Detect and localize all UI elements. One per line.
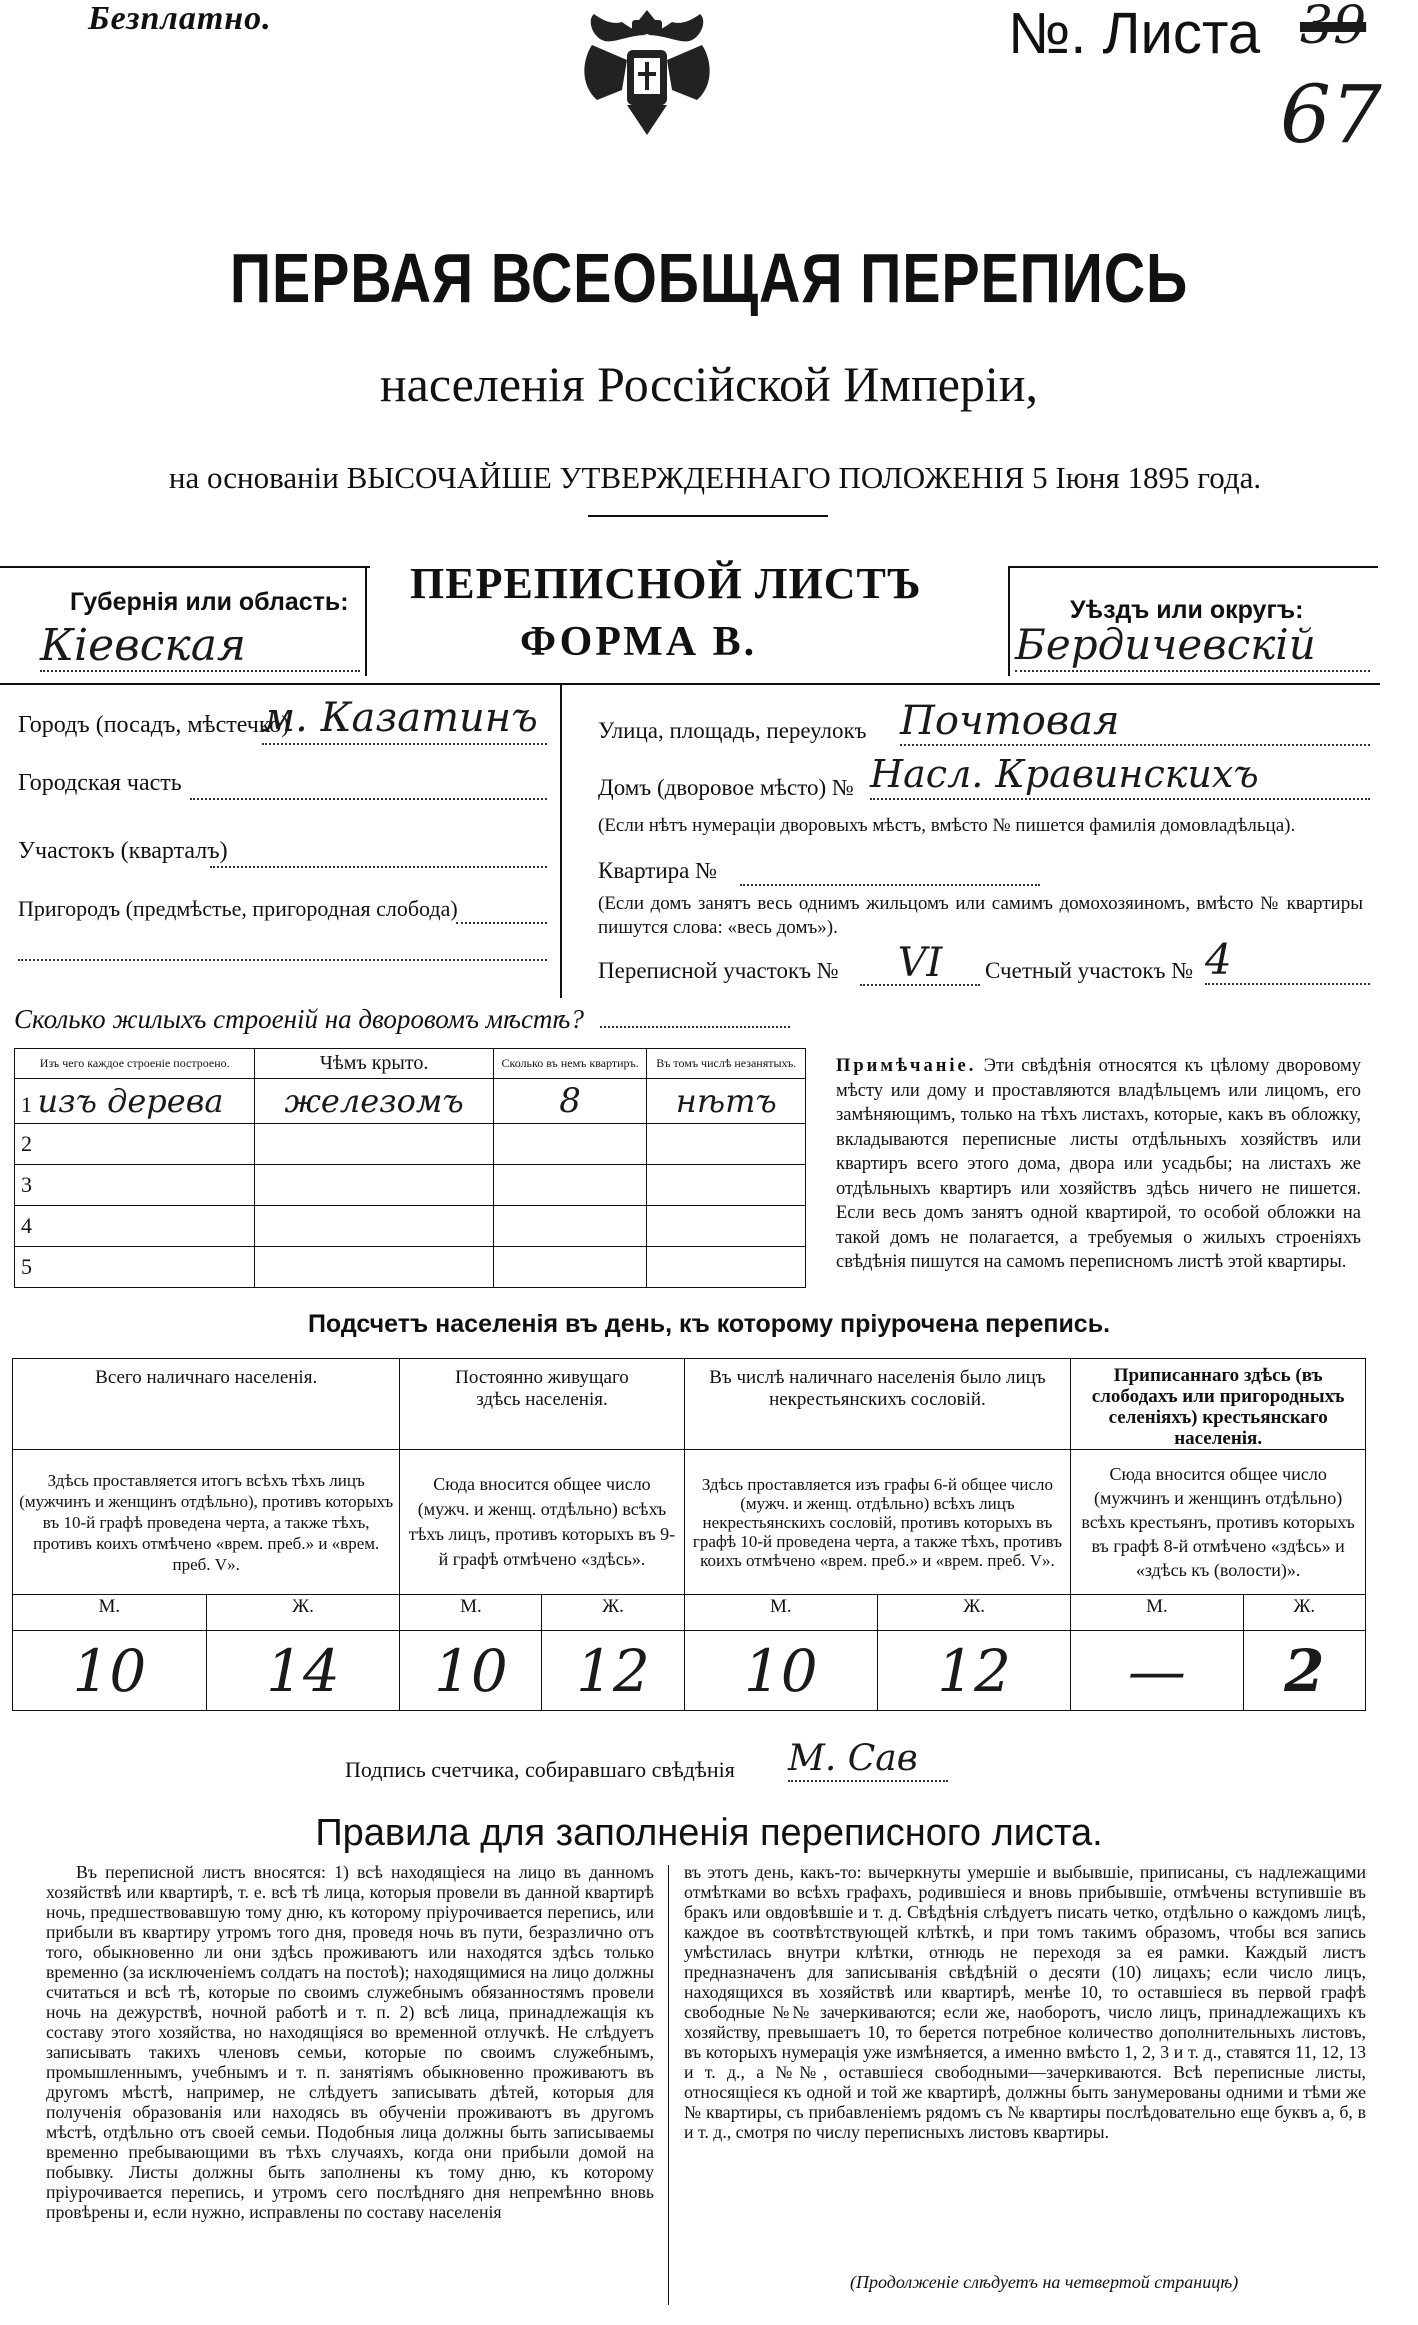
table-row [15, 1124, 806, 1165]
rules-continued: (Продолженіе слѣдуетъ на четвертой страницѣ) [850, 2272, 1239, 2292]
street-label: Улица, площадь, переулокъ [598, 718, 867, 743]
form-title: ПЕРЕПИСНОЙ ЛИСТЪ [410, 559, 922, 608]
peasant-male[interactable]: — [1071, 1631, 1243, 1711]
buildings-note [836, 1054, 1361, 1275]
pop-header-permanent: Постоянно живущаго здѣсь населенія. [400, 1359, 684, 1450]
pop-desc-nonpeasant: Здѣсь проставляется изъ графы 6-й общее число (мужч. и женщ. отдѣльно) всѣхъ лицъ некрестьянскихъ сословій, противъ которыхъ въ графѣ 10-й проведена черта, а также тѣхъ, противъ коихъ отмѣчено «врем. преб.» и «врем. преб. V». [684, 1450, 1071, 1595]
table-row [15, 1079, 806, 1124]
uezd-label: Уѣздъ или округъ: [1070, 596, 1304, 624]
row-number: 2 [15, 1124, 255, 1165]
note-text: Эти свѣдѣнія относятся къ цѣлому дворовому мѣсту или дому и проставляются владѣльцемъ или лицомъ, его замѣняющимъ, только на тѣхъ листахъ, которые, какъ въ обложку, вкладываются переписные листы отдѣльныхъ хозяйствъ или квартиръ всего этого дома, двора или усадьбы; на листахъ же отдѣльныхъ квартиръ или хозяйствъ здѣсь ничего не пишется. Если весь домъ занятъ одной квартирой, то особой обложки на такой домъ не полагается, а требуемыя о жилыхъ строеніяхъ свѣдѣнія пишутся на самомъ переписномъ листѣ этой квартиры. [836, 1056, 1361, 1272]
building-apartments[interactable]: 8 [493, 1079, 647, 1124]
population-table [12, 1358, 1366, 1711]
suburb-label: Пригородъ (предмѣстье, пригородная слобода) [18, 896, 458, 921]
coat-of-arms-icon [572, 0, 722, 150]
sheet-number-handwritten: 67 [1280, 68, 1382, 161]
guberniya-label: Губернія или область: [70, 588, 349, 616]
row-number: 4 [15, 1206, 255, 1247]
pop-header-peasant: Приписаннаго здѣсь (въ слободахъ или пригородныхъ селеніяхъ) крестьянскаго населенія. [1071, 1359, 1366, 1450]
form-subtitle: ФОРМА В. [520, 619, 758, 665]
census-district-label: Переписной участокъ № [598, 958, 839, 983]
house-note: (Если нѣтъ нумераціи дворовыхъ мѣстъ, вмѣсто № пишется фамилія домовладѣльца). [598, 815, 1296, 836]
house-label: Домъ (дворовое мѣсто) № [598, 775, 854, 800]
f-label: Ж. [542, 1595, 684, 1631]
city-value[interactable]: м. Казатинъ [262, 695, 547, 745]
page-title: ПЕРВАЯ ВСЕОБЩАЯ ПЕРЕПИСЬ [229, 239, 1189, 317]
nonpeasant-male[interactable]: 10 [684, 1631, 877, 1711]
total-female[interactable]: 14 [206, 1631, 400, 1711]
f-label: Ж. [1243, 1595, 1365, 1631]
table-row [15, 1165, 806, 1206]
precinct-label: Участокъ (кварталъ) [18, 838, 228, 864]
header-vacant: Въ томъ числѣ незанятыхъ. [647, 1049, 806, 1079]
pop-header-total: Всего наличнаго населенія. [13, 1359, 400, 1450]
row-number: 1 [21, 1092, 32, 1118]
note-title: Примѣчаніе. [836, 1056, 977, 1076]
m-label: М. [13, 1595, 207, 1631]
page-subtitle: населенія Россійской Имперіи, [379, 356, 1039, 412]
rules-left-column: Въ переписной листъ вносятся: 1) всѣ находящіеся на лицо въ данномъ хозяйствѣ или квартирѣ, т. е. всѣ тѣ лица, которыя провели въ данной квартирѣ ночь, предшествовавшую тому дню, къ которому пріурочивается перепись, или прибыли въ квартиру утромъ того дня, проведя ночь въ пути, безразлично отъ того, обыкновенно ли они здѣсь проживаютъ или находятся здѣсь только временно (за исключеніемъ солдатъ на постоѣ); находящимися на лицо должны считаться и всѣ тѣ, которые по своимъ служебнымъ обязанностямъ провели ночь на дежурствѣ, ночной работѣ и т. п. 2) всѣ лица, принадлежащія къ составу этого хозяйства, но находящіяся во временной отлучкѣ. Не слѣдуетъ записывать такихъ членовъ семьи, которые по своимъ служебнымъ, промышленнымъ, учебнымъ и т. п. занятіямъ обыкновенно проживаютъ въ другомъ мѣстѣ, например, не слѣдуетъ записывать дѣтей, которыя для полученія образованія или находясь въ обученіи проживаютъ въ другомъ мѣстѣ, отдѣльно отъ своей семьи. Подобныя лица должны быть записываемы временно пребывающими въ тѣхъ случаяхъ, когда они прибыли домой на побывку. Листы должны быть заполнены къ тому дню, къ которому пріурочивается перепись, и утромъ сего послѣдняго дня непремѣнно вновь провѣрены и, если нужно, исправлены по составу населенія [46, 1862, 654, 2222]
row-number: 3 [15, 1165, 255, 1206]
sheet-number-struck: 39 [1300, 0, 1367, 56]
uezd-value: Бердичевскій [1015, 620, 1370, 672]
city-label: Городъ (посадъ, мѣстечко) [18, 712, 290, 738]
rules-title: Правила для заполненія переписного листа. [315, 1812, 1103, 1854]
total-male[interactable]: 10 [13, 1631, 207, 1711]
header-roof: Чѣмъ крыто. [255, 1049, 493, 1079]
city-field[interactable] [18, 712, 289, 739]
house-value[interactable]: Насл. Кравинскихъ [870, 752, 1370, 800]
apartment-value[interactable] [740, 866, 1040, 886]
table-row [15, 1247, 806, 1288]
pop-desc-peasant: Сюда вносится общее число (мужчинъ и женщинъ отдѣльно) всѣхъ крестьянъ, противъ которыхъ въ графѣ 8-й отмѣчено «здѣсь» и «здѣсь къ (волости)». [1071, 1450, 1366, 1595]
free-stamp: Безплатно. [88, 0, 272, 37]
enumerator-signature[interactable]: М. Сав [788, 1738, 948, 1782]
precinct-value[interactable] [210, 848, 547, 868]
sheet-number-label: №. Листа [1008, 1, 1261, 66]
m-label: М. [684, 1595, 877, 1631]
building-material[interactable]: изъ дерева [37, 1082, 224, 1121]
pop-desc-total: Здѣсь проставляется итогъ всѣхъ тѣхъ лицъ (мужчинъ и женщинъ отдѣльно), противъ которыхъ въ 10-й графѣ проведена черта, а также тѣхъ, противъ коихъ отмѣчено «врем. преб.» и «врем. преб. V». [13, 1450, 400, 1595]
building-roof[interactable]: железомъ [255, 1079, 493, 1124]
apartment-note: (Если домъ занятъ весь однимъ жильцомъ или самимъ домохозяиномъ, вмѣсто № квартиры пишутся слова: «весь домъ»). [598, 893, 1363, 938]
f-label: Ж. [206, 1595, 400, 1631]
apartment-label: Квартира № [598, 858, 718, 883]
nonpeasant-female[interactable]: 12 [877, 1631, 1070, 1711]
buildings-table [14, 1048, 806, 1288]
building-vacant[interactable]: нѣтъ [647, 1079, 806, 1124]
suburb-value[interactable] [456, 906, 547, 924]
header-apartments: Сколько въ немъ квартиръ. [493, 1049, 647, 1079]
population-title: Подсчетъ населенія въ день, къ которому пріурочена перепись. [307, 1310, 1111, 1338]
header-material: Изъ чего каждое строеніе построено. [15, 1049, 255, 1079]
m-label: М. [1071, 1595, 1243, 1631]
guberniya-value: Кіевская [40, 620, 360, 672]
count-district-label: Счетный участокъ № [985, 958, 1194, 983]
m-label: М. [400, 1595, 542, 1631]
table-row [15, 1206, 806, 1247]
count-district-value[interactable]: 4 [1205, 935, 1370, 985]
pop-desc-permanent: Сюда вносится общее число (мужч. и женщ. отдѣльно) всѣхъ тѣхъ лицъ, противъ которыхъ въ 9-й графѣ отмѣчено «здѣсь». [400, 1450, 684, 1595]
legal-basis: на основаніи ВЫСОЧАЙШЕ УТВЕРЖДЕННАГО ПОЛОЖЕНІЯ 5 Іюня 1895 года. [168, 460, 1262, 495]
city-part-label: Городская часть [18, 770, 182, 796]
permanent-male[interactable]: 10 [400, 1631, 542, 1711]
street-value[interactable]: Почтовая [900, 698, 1370, 746]
rules-right-column: въ этотъ день, какъ-то: вычеркнуты умершіе и выбывшіе, приписаны, съ надлежащими отмѣтками во всѣхъ графахъ, родившіеся и вновь прибывшіе, отмѣчены вступившіе въ бракъ или овдовѣвшіе и т. д. Свѣдѣнія слѣдуетъ писать четко, отдѣльно о каждомъ лицѣ, каждое въ соотвѣтствующей клѣткѣ, и при томъ такимъ образомъ, чтобы вся запись умѣстилась внутри клѣтки, отнюдь не переходя за ея рамки. Каждый листъ предназначенъ для записыванія свѣдѣній о десяти (10) лицахъ; если число лицъ, находящихся въ хозяйствѣ или квартирѣ, менѣе 10, то оставшіеся въ первой графѣ свободные №№ зачеркиваются; если же, наоборотъ, число лицъ, принадлежащихъ къ хозяйству, превышаетъ 10, то берется потребное количество дополнительныхъ листовъ, въ которыхъ нумерація уже измѣняется, а именно вмѣсто 1, 2, 3 и т. д., ставятся 11, 12, 13 и т. д., а №№, оставшіеся свободными—зачеркиваются. Всѣ переписные листы, относящіеся къ одной и той же квартирѣ, должны быть занумерованы одними и тѣми же № квартиры, съ прибавленіемъ рядомъ съ № квартиры послѣдовательно еще буквъ а, б, в и т. д., смотря по числу переписныхъ листовъ квартиры. [684, 1862, 1366, 2142]
permanent-female[interactable]: 12 [542, 1631, 684, 1711]
census-district-value[interactable]: VI [860, 940, 980, 986]
peasant-female[interactable]: 2 [1243, 1631, 1365, 1711]
pop-header-nonpeasant: Въ числѣ наличнаго населенія было лицъ некрестьянскихъ сословій. [684, 1359, 1071, 1450]
city-part-value[interactable] [190, 780, 547, 800]
signature-label: Подпись счетчика, собиравшаго свѣдѣнія [345, 1757, 735, 1782]
f-label: Ж. [877, 1595, 1070, 1631]
row-number: 5 [15, 1247, 255, 1288]
buildings-question: Сколько жилыхъ строеній на дворовомъ мѣстѣ? [14, 1004, 584, 1034]
